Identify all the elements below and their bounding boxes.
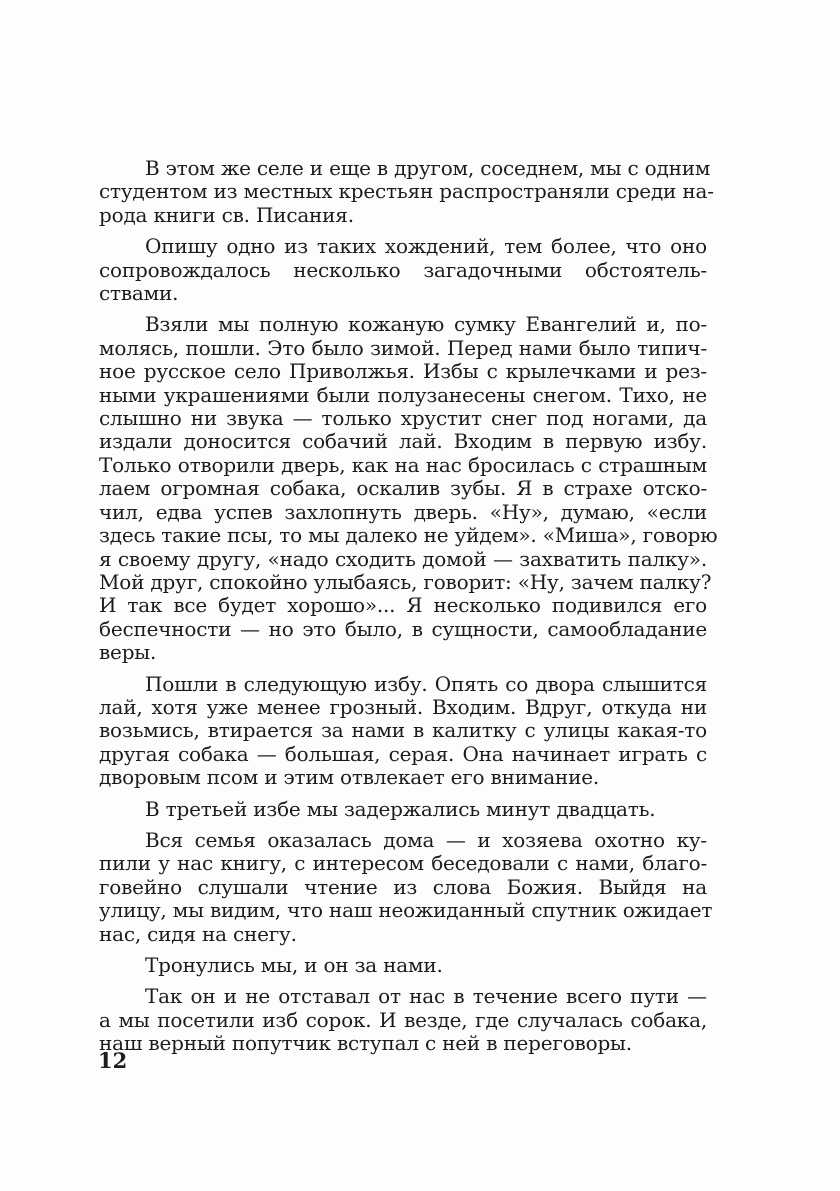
text-line: лай, хотя уже менее грозный. Входим. Вдруг, откуда ни bbox=[99, 694, 707, 719]
text-line: наш верный попутчик вступал с ней в переговоры. bbox=[99, 1031, 632, 1056]
paragraph bbox=[99, 954, 707, 977]
text-line: ствами. bbox=[99, 281, 179, 306]
text-line: другая собака — большая, серая. Она начинает играть с bbox=[99, 741, 707, 766]
text-line: пили у нас книгу, с интересом беседовали с нами, благо- bbox=[99, 851, 707, 876]
text-line: нас, сидя на снегу. bbox=[99, 921, 297, 946]
paragraph bbox=[99, 827, 713, 946]
text-line: Опишу одно из таких хождений, тем более, что оно bbox=[145, 234, 707, 259]
text-line: а мы посетили изб сорок. И везде, где случалась собака, bbox=[99, 1007, 707, 1032]
text-line: рода книги св. Писания. bbox=[99, 202, 354, 227]
text-line: беспечности — но это было, в сущности, самообладание bbox=[99, 616, 707, 641]
text-line: издали доносится собачий лай. Входим в первую избу. bbox=[99, 429, 707, 454]
text-line: Пошли в следующую избу. Опять со двора слышится bbox=[145, 671, 707, 696]
text-line: Тронулись мы, и он за нами. bbox=[145, 953, 443, 977]
paragraph bbox=[99, 985, 707, 1055]
text-line: сопровождалось несколько загадочными обстоятель- bbox=[99, 257, 707, 282]
text-line: слышно ни звука — только хрустит снег под ногами, да bbox=[99, 406, 707, 431]
paragraph bbox=[99, 156, 714, 227]
paragraph bbox=[99, 312, 718, 665]
text-line: говейно слушали чтение из слова Божия. Выйдя на bbox=[99, 874, 707, 899]
text-line: веры. bbox=[99, 640, 157, 665]
text-line: молясь, пошли. Это было зимой. Перед нами было типич- bbox=[99, 335, 707, 360]
text-line: И так все будет хорошо»... Я несколько подивился его bbox=[99, 593, 707, 618]
text-line: лаем огромная собака, оскалив зубы. Я в страхе отско- bbox=[99, 476, 707, 501]
text-line: Вся семья оказалась дома — и хозяева охотно ку- bbox=[145, 827, 707, 852]
text-line: ное русское село Приволжья. Избы с крылечками и рез- bbox=[99, 359, 707, 384]
text-line: Так он и не отставал от нас в течение всего пути — bbox=[145, 984, 707, 1009]
text-line: чил, едва успев захлопнуть дверь. «Ну», думаю, «если bbox=[99, 499, 707, 524]
text-line: студентом из местных крестьян распространяли среди на- bbox=[99, 179, 714, 204]
paragraph bbox=[99, 235, 707, 305]
text-line: В третьей избе мы задержались минут двадцать. bbox=[145, 796, 656, 821]
text-line: ными украшениями были полузанесены снегом. Тихо, не bbox=[99, 382, 707, 407]
text-line: Только отворили дверь, как на нас бросилась с страшным bbox=[99, 452, 707, 477]
text-line: Мой друг, спокойно улыбаясь, говорит: «Ну, зачем палку? bbox=[99, 569, 712, 594]
paragraph bbox=[99, 673, 707, 790]
text-line: улицу, мы видим, что наш неожиданный спутник ожидает bbox=[99, 898, 713, 923]
page-number: 12 bbox=[98, 1048, 128, 1073]
text-line: я своему другу, «надо сходить домой — захватить палку». bbox=[99, 546, 707, 571]
text-line: Взяли мы полную кожаную сумку Евангелий и, по- bbox=[145, 312, 707, 337]
body-text bbox=[99, 156, 718, 1064]
paragraph bbox=[99, 798, 707, 821]
text-line: дворовым псом и этим отвлекает его внимание. bbox=[99, 765, 599, 790]
text-line: здесь такие псы, то мы далеко не уйдем». «Миша», говорю bbox=[99, 523, 718, 548]
text-line: возьмись, втирается за нами в калитку с улицы какая-то bbox=[99, 718, 707, 743]
text-line: В этом же селе и еще в другом, соседнем, мы с одним bbox=[145, 156, 711, 180]
